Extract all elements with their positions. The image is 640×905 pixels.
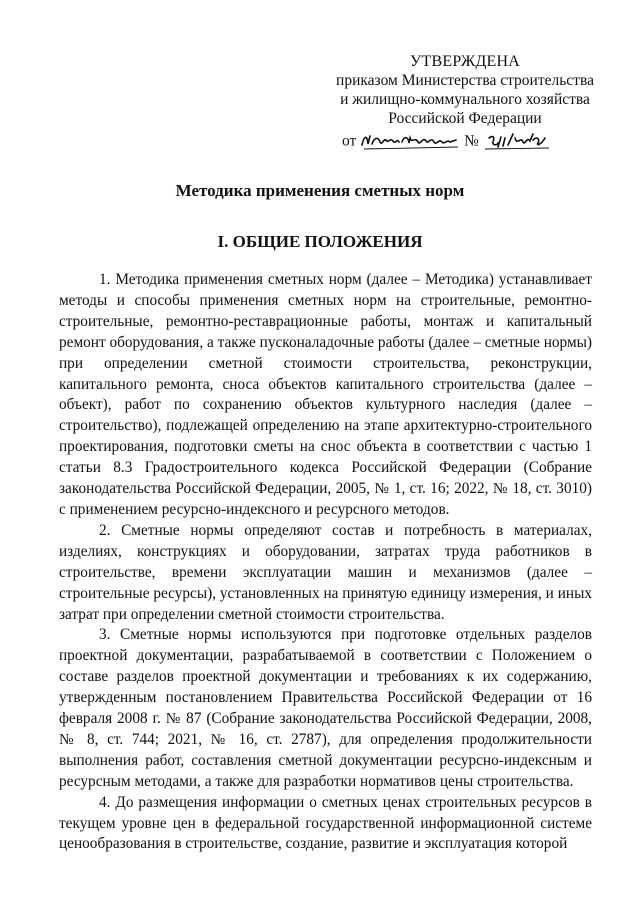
paragraph-1: 1. Методика применения сметных норм (далее – Методика) устанавливает методы и способы применения сметных норм на строительные, ремонтно-строительные, ремонтно-реставрационные работы, монтаж и капитальный ремонт оборудования, а также пусконаладочные работы (далее – сметные нормы) при определении сметной стоимости строительства, реконструкции, капитального ремонта, сноса объектов капитального строительства (далее – объект), работ по сохранению объектов культурного наследия (далее – строительство), подлежащей определению на этапе архитектурно-строительного проектирования, подготовки сметы на снос объекта в соответствии с частью 1 статьи 8.3 Градостроительного кодекса Российской Федерации (Собрание законодательства Российской Федерации, 2005, № 1, ст. 16; 2022, № 18, ст. 3010) с применением ресурсно-индексного и ресурсного методов. bbox=[59, 271, 593, 518]
approval-line-2: и жилищно-коммунального хозяйства bbox=[340, 91, 590, 108]
approval-line-3: Российской Федерации bbox=[388, 110, 542, 127]
handwritten-date-signature bbox=[360, 130, 460, 152]
paragraph-2: 2. Сметные нормы определяют состав и потребность в материалах, изделиях, конструкциях и оборудовании, затратах труда работников в строительстве, времени эксплуатации машин и механизмов (далее – строительные ресурсы), установленных на принятую единицу измерения, и иных затрат при определении сметной стоимости строительства. bbox=[59, 521, 592, 623]
approval-heading: УТВЕРЖДЕНА bbox=[409, 53, 520, 70]
paragraph-4: 4. До размещения информации о сметных ценах строительных ресурсов в текущем уровне цен в федеральной государственной информационной системе ценообразования в строительстве, создание, развитие и эксплуатация которой bbox=[59, 793, 592, 853]
document-body bbox=[59, 270, 592, 855]
approval-block bbox=[320, 52, 610, 154]
document-title: Методика применения сметных норм bbox=[175, 181, 465, 200]
number-prefix: № bbox=[464, 132, 479, 150]
handwritten-number-signature bbox=[483, 130, 551, 152]
date-prefix: от bbox=[342, 132, 357, 150]
approval-date-line bbox=[320, 130, 610, 154]
section-title: I. ОБЩИЕ ПОЛОЖЕНИЯ bbox=[217, 232, 423, 251]
approval-line-1: приказом Министерства строительства bbox=[336, 72, 594, 89]
paragraph-3: 3. Сметные нормы используются при подготовке отдельных разделов проектной документации, разрабатываемой в соответствии с Положением о составе разделов проектной документации и требованиях к их содержанию, утвержденным постановлением Правительства Российской Федерации от 16 февраля 2008 г. № 87 (Собрание законодательства Российской Федерации, 2008, № 8, ст. 744; 2021, № 16, ст. 2787), для определения продолжительности выполнения работ, составления сметной документации ресурсно-индексным и ресурсным методами, а также для разработки нормативов цены строительства. bbox=[59, 626, 592, 790]
